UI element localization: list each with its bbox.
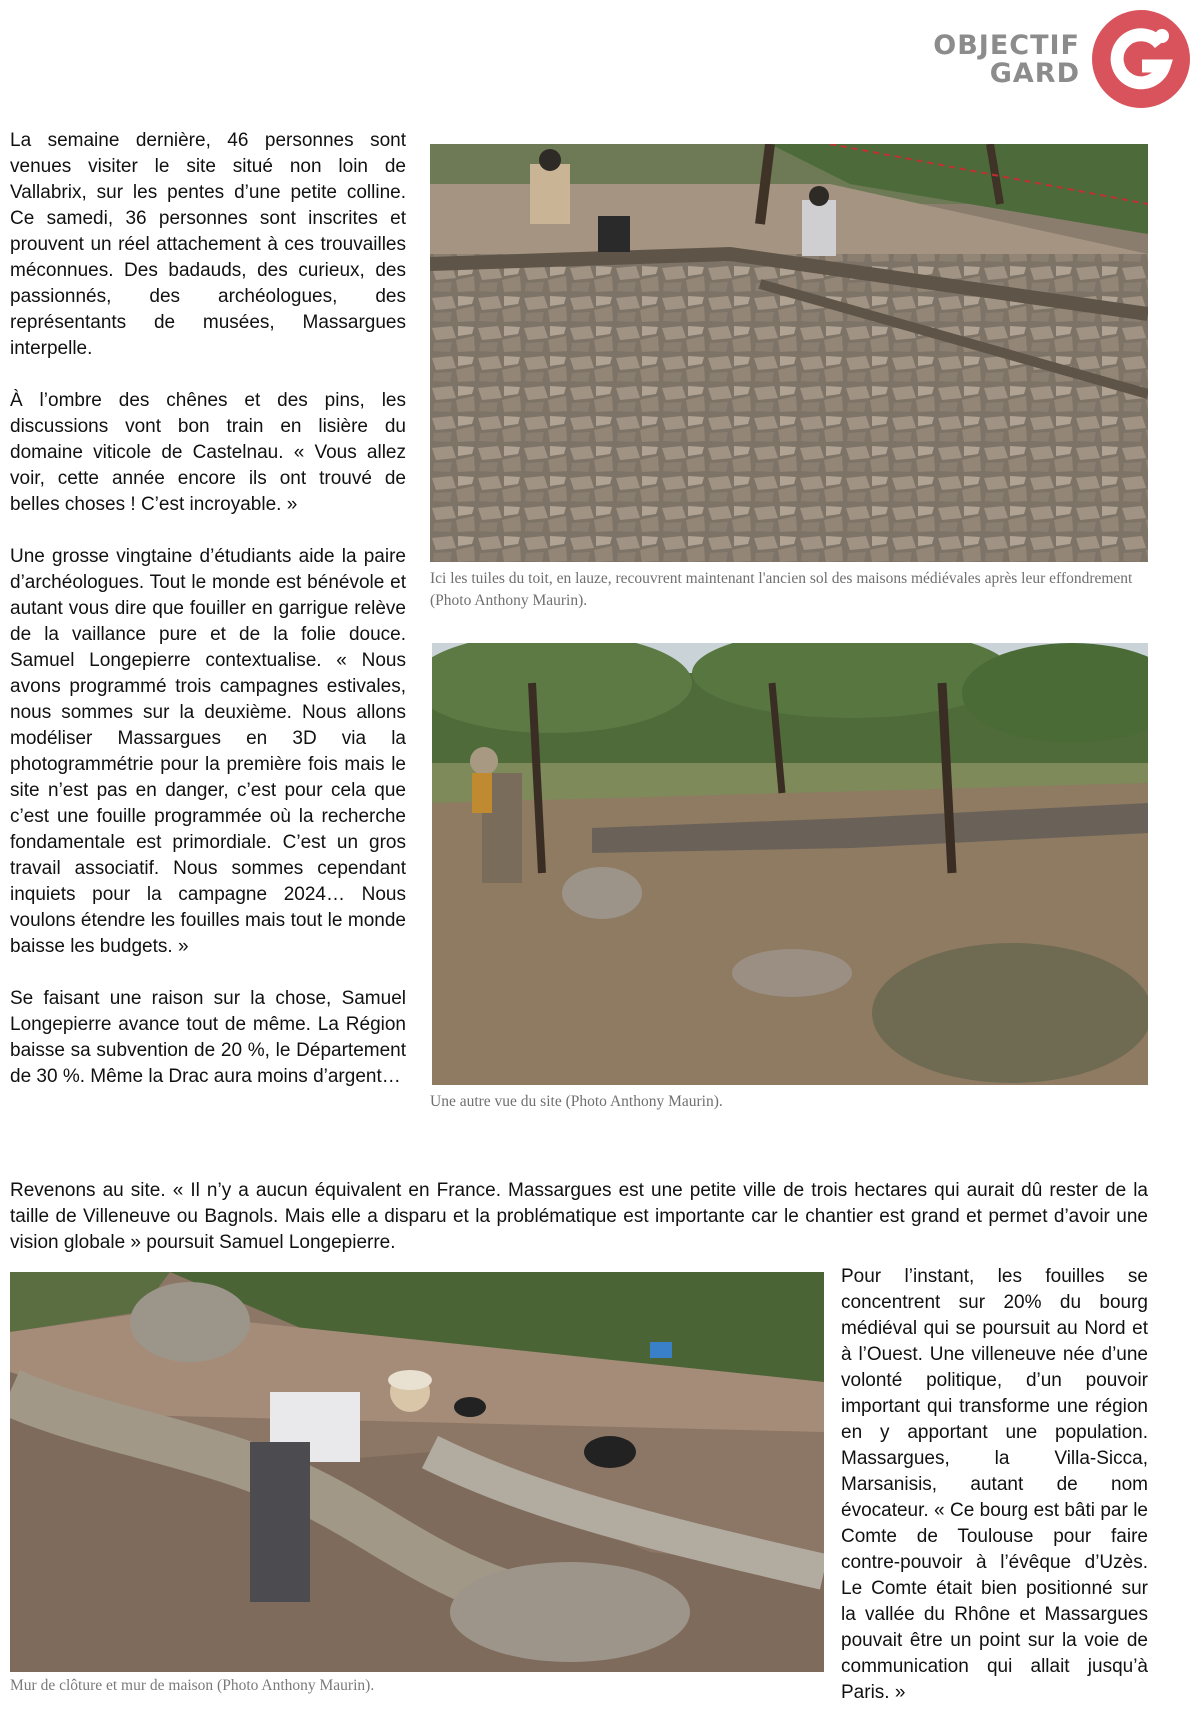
brand-name-line1: OBJECTIF — [933, 30, 1080, 61]
closing-text — [841, 1264, 1148, 1706]
brand-name — [920, 32, 1080, 88]
paragraph-shade: À l’ombre des chênes et des pins, les discussions vont bon train en lisière du domaine viticole de Castelnau. « Vous allez voir, cette année encore ils ont trouvé de belles choses ! C’est incroyable. » — [10, 390, 406, 515]
photo-site-view-image — [432, 643, 1148, 1085]
photo-roof-tiles — [430, 144, 1148, 562]
photo-site-view-caption: Une autre vue du site (Photo Anthony Maurin). — [430, 1093, 723, 1110]
paragraph-visitors: La semaine dernière, 46 personnes sont venues visiter le site situé non loin de Vallabrix, sur les pentes d’une petite colline. Ce samedi, 36 personnes sont inscrites et prouvent un réel attachement à ces trouvailles méconnues. Des badauds, des curieux, des passionnés, des archéologues, des représentants de musées, Massargues interpelle. — [10, 130, 406, 359]
paragraph-site: Revenons au site. « Il n’y a aucun équivalent en France. Massargues est une petite ville de trois hectares qui aurait dû rester de la taille de Villeneuve ou Bagnols. Mais elle a disparu et la problématique est importante car le chantier est grand et permet d’avoir une vision globale » poursuit Samuel Longepierre. — [10, 1180, 1148, 1253]
photo-roof-tiles-caption: Ici les tuiles du toit, en lauze, recouvrent maintenant l'ancien sol des maisons médiévales après leur effondrement (Photo Anthony Maurin). — [430, 570, 1133, 609]
logo-circle — [1092, 10, 1190, 108]
photo-walls-image — [10, 1272, 824, 1672]
photo-walls — [10, 1272, 824, 1672]
paragraph-budgets: Se faisant une raison sur la chose, Samuel Longepierre avance tout de même. La Région baisse sa subvention de 20 %, le Département de 30 %. Même la Drac aura moins d’argent… — [10, 988, 406, 1087]
brand-logo[interactable] — [920, 8, 1192, 110]
photo-site-view — [432, 643, 1148, 1085]
wide-text — [10, 1178, 1148, 1256]
paragraph-students: Une grosse vingtaine d’étudiants aide la paire d’archéologues. Tout le monde est bénévole et autant vous dire que fouiller en garrigue relève de la vaillance pure et de la folie douce. Samuel Longepierre contextualise. « Nous avons programmé trois campagnes estivales, nous sommes sur la deuxième. Nous allons modéliser Massargues en 3D via la photogrammétrie pour la première fois mais le site n’est pas en danger, c’est pour cela que c’est une fouille programmée où la recherche fondamentale est primordiale. C’est un gros travail associatif. Nous sommes cependant inquiets pour la campagne 2024… Nous voulons étendre les fouilles mais tout le monde baisse les budgets. » — [10, 546, 406, 957]
photo-walls-caption: Mur de clôture et mur de maison (Photo Anthony Maurin). — [10, 1677, 375, 1694]
logo-g-icon — [1092, 10, 1190, 108]
intro-text — [10, 128, 406, 1090]
photo-roof-tiles-image — [430, 144, 1148, 562]
brand-name-line2: GARD — [989, 58, 1080, 89]
paragraph-closing: Pour l’instant, les fouilles se concentrent sur 20% du bourg médiéval qui se poursuit au Nord et à l’Ouest. Une villeneuve née d’une volonté politique, d’un pouvoir important qui transforme une région en y apportant une population. Massargues, la Villa-Sicca, Marsanisis, autant de nom évocateur. « Ce bourg est bâti par le Comte de Toulouse pour faire contre-pouvoir à l’évêque d’Uzès. Le Comte était bien positionné sur la vallée du Rhône et Massargues pouvait être un point sur la voie de communication qui allait jusqu’à Paris. » — [841, 1266, 1148, 1703]
